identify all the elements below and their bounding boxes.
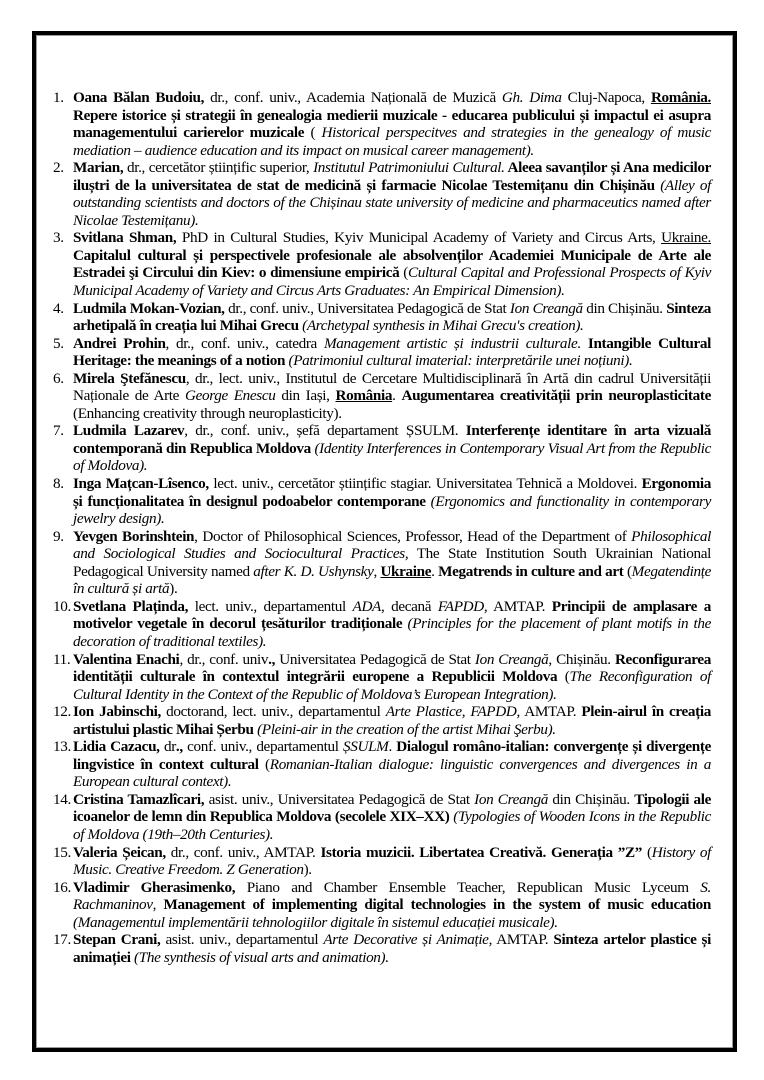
author-name: Svetlana Plaținda, <box>73 597 189 615</box>
list-item <box>53 651 711 704</box>
item-text <box>73 528 711 598</box>
text-run: (Principles for the placement of plant motifs in the decoration of traditional textiles). <box>73 615 711 650</box>
text-run: (Enhancing creativity through neuroplasticity). <box>73 404 342 422</box>
country-label: Ukraine <box>380 562 432 580</box>
text-run: ( <box>399 264 409 282</box>
item-text <box>73 335 711 370</box>
text-run: , dr., conf. univ <box>179 650 269 668</box>
list-item <box>53 791 711 844</box>
country-label: Ukraine. <box>661 229 712 247</box>
author-name: Ion Jabinschi, <box>73 703 161 721</box>
paper-title: Interferențe identitare în arta vizuală contemporană din Republica Moldova <box>73 422 711 457</box>
text-run: ( <box>623 562 632 580</box>
text-run: asist. univ., Universitatea Pedagogică de Stat <box>204 790 475 808</box>
list-item <box>53 229 711 299</box>
text-run: ( <box>642 843 652 861</box>
list-item <box>53 738 711 791</box>
item-text <box>73 159 711 229</box>
text-run: . <box>431 562 439 580</box>
author-name: Stepan Crani, <box>73 931 161 949</box>
text-run: (Managementul implementării tehnologiilor digitale în sistemul educației musicale). <box>73 913 558 931</box>
paper-title: ., <box>268 650 276 668</box>
text-run: , AMTAP. <box>516 703 582 721</box>
text-run: S. Rachmaninov <box>73 878 711 914</box>
text-run: ). <box>169 580 178 598</box>
paper-title: Istoria muzicii. Libertatea Creativă. Generația ”Z” <box>320 843 643 861</box>
text-run: Historical perspecitves and strategies in the genealogy of music mediation – audience education and its impact on musical career management). <box>73 124 712 159</box>
text-run: , dr., conf. univ., șefă departament ȘSULM. <box>184 422 466 440</box>
text-run: , AMTAP. <box>488 931 554 949</box>
item-number: 6. <box>53 369 64 387</box>
text-run: din Chișinău. <box>547 790 635 808</box>
text-run: din Chișinău. <box>582 299 667 317</box>
text-run: ( <box>304 124 322 142</box>
text-run: (Pleini-air in the creation of the artist Mihai Şerbu). <box>253 720 556 738</box>
text-run: ADA <box>352 597 381 615</box>
item-number: 15. <box>53 843 71 861</box>
text-run: Ion Creangă <box>474 650 549 668</box>
text-run: Institutul Patrimoniului Cultural. <box>313 159 505 177</box>
author-name: Valentina Enachi <box>73 650 180 668</box>
text-run: Ion Creangă <box>474 790 548 808</box>
list-item <box>53 598 711 651</box>
text-run: dr., conf. univ., AMTAP. <box>165 843 321 861</box>
author-name: Lidia Cazacu, <box>73 738 160 756</box>
item-number: 4. <box>53 299 64 317</box>
text-run: asist. univ., departamentul <box>160 931 324 949</box>
author-name: Andrei Prohin <box>73 334 166 352</box>
text-run: Ion Creangă <box>509 299 583 317</box>
item-text <box>73 422 711 474</box>
text-run: lect. univ., departamentul <box>188 597 353 615</box>
item-text <box>73 475 711 527</box>
item-text <box>73 89 711 159</box>
text-run: dr., conf. univ., Universitatea Pedagogică de Stat <box>224 299 510 317</box>
paper-title: Dialogul româno-italian: convergențe și divergențe lingvistice în context cultural <box>73 738 712 773</box>
participants-list <box>53 89 711 966</box>
item-number: 2. <box>53 159 64 177</box>
text-run: Arte Decorative și Animație <box>323 931 489 949</box>
text-run: after K. D. Ushynsky <box>253 562 374 580</box>
author-name: Marian, <box>73 159 124 177</box>
list-item <box>53 370 711 423</box>
text-run: . <box>388 738 397 756</box>
text-run: FAPDD <box>437 597 484 615</box>
list-item <box>53 300 711 335</box>
text-run: ( <box>557 668 570 686</box>
text-run: History of Music. Creative Freedom. Z Generation <box>73 843 711 879</box>
text-run: , <box>373 562 381 580</box>
author-name: Valeria Șeican, <box>73 843 166 861</box>
text-run: dr <box>159 738 176 756</box>
list-item <box>53 703 711 738</box>
item-number: 1. <box>53 89 64 106</box>
item-number: 11. <box>53 650 71 668</box>
author-name: Yevgen Borinshtein <box>73 527 195 545</box>
author-name: Ludmila Mokan-Vozian, <box>73 299 225 317</box>
text-run: , dr., conf. univ., catedra <box>165 334 324 352</box>
paper-title: Aleea savanților și Ana medicilor iluștri de la universitatea de stat de medicină și farmacie Nicolae Testemițanu din Chișinău <box>73 159 711 194</box>
text-run: (Identity Interferences in Contemporary Visual Art from the Republic of Moldova). <box>73 439 711 475</box>
item-text <box>73 703 711 738</box>
item-text <box>73 300 711 335</box>
list-item <box>53 422 711 475</box>
item-number: 10. <box>53 597 71 615</box>
text-run: . <box>392 387 402 405</box>
list-item <box>53 89 711 159</box>
paper-title: Tipologii ale icoanelor de lemn din Republica Moldova (secolele XIX–XX) <box>73 790 711 826</box>
text-run: Romanian-Italian dialogue: linguistic convergences and divergences in a European cultural context). <box>73 755 711 791</box>
text-run: , decană <box>381 597 438 615</box>
text-run: dr., cercetător științific superior, <box>123 159 314 177</box>
item-number: 7. <box>53 422 64 440</box>
item-number: 9. <box>53 527 64 545</box>
text-run: George Enescu <box>184 387 276 405</box>
paper-title: Intangible Cultural Heritage: the meanings of a notion <box>73 334 711 370</box>
text-run: (Alley of outstanding scientists and doctors of the Chișinau state university of medicine and pharmaceutics named after Nicolae Testemițanu). <box>73 176 711 229</box>
list-item <box>53 159 711 229</box>
text-run: Arte Plastice, FAPDD <box>385 703 517 721</box>
text-run: , dr., lect. univ., Institutul de Cercetare Multidisciplinară în Artă din cadrul Universității Naționale de Arte <box>73 369 711 405</box>
author-name: Vladimir Gherasimenko, <box>73 878 236 896</box>
item-text <box>73 879 711 931</box>
item-text <box>73 229 711 299</box>
paper-title: Principii de amplasare a motivelor vegetale în decorul țesăturilor tradiționale <box>73 597 711 633</box>
author-name: Ludmila Lazarev <box>73 422 185 440</box>
list-item <box>53 528 711 598</box>
text-run: Megatendințe în cultură și artă <box>73 562 711 598</box>
item-number: 13. <box>53 738 71 756</box>
text-run: conf. univ., departamentul <box>182 738 343 756</box>
country-label: România. <box>650 89 712 106</box>
text-run: Cultural Capital and Professional Prospects of Kyiv Municipal Academy of Variety and Circus Arts Graduates: An Empirical Dimension). <box>73 264 712 300</box>
item-text <box>73 791 711 843</box>
text-run: din Iași, <box>275 387 336 405</box>
list-item <box>53 931 711 966</box>
text-run: (Ergonomics and functionality in contemporary jewelry design). <box>73 492 712 528</box>
text-run: dr., conf. univ., Academia Națională de Muzică <box>204 89 502 106</box>
text-run: Cluj-Napoca, <box>561 89 651 106</box>
text-run: lect. univ., cercetător științific stagiar. Universitatea Tehnică a Moldovei. <box>208 475 642 493</box>
item-number: 14. <box>53 790 71 808</box>
paper-title: Capitalul cultural și perspectivele profesionale ale absolvenților Academiei Municipale de Arte ale Estradei şi Circului din Kiev: o dimensiune empirică <box>73 246 711 282</box>
text-run: Gh. Dima <box>501 89 562 106</box>
author-name: Mirela Ştefănescu <box>73 369 186 387</box>
paper-title: Sinteza arhetipală în creația lui Mihai Grecu <box>73 299 711 335</box>
text-run: , Doctor of Philosophical Sciences, Professor, Head of the Department of <box>194 527 632 545</box>
list-item <box>53 879 711 932</box>
item-text <box>73 738 711 790</box>
text-run: , <box>152 896 164 914</box>
country-label: România <box>335 387 393 405</box>
author-name: Svitlana Shman, <box>73 229 177 247</box>
text-run: PhD in Cultural Studies, Kyiv Municipal Academy of Variety and Circus Arts, <box>176 229 662 247</box>
text-run: Philosophical and Sociological Studies and Sociocultural Practices, <box>73 527 711 563</box>
item-text <box>73 651 711 703</box>
item-text <box>73 844 711 879</box>
item-number: 3. <box>53 229 64 247</box>
item-number: 8. <box>53 475 64 493</box>
paper-title: ., <box>175 738 183 756</box>
paper-title: Augumentarea creativității prin neuroplasticitate <box>401 387 711 405</box>
text-run: ( <box>258 755 270 773</box>
text-run: Management artistic și industrii culturale. <box>323 334 581 352</box>
item-number: 16. <box>53 878 71 896</box>
author-name: Inga Mațcan-Lîsenco, <box>73 475 209 493</box>
text-run: (Typologies of Wooden Icons in the Republic of Moldova (19th–20th Centuries). <box>73 808 711 843</box>
text-run: , AMTAP. <box>483 597 552 615</box>
text-run: doctorand, lect. univ., departamentul <box>161 703 386 721</box>
list-item <box>53 475 711 528</box>
list-item <box>53 844 711 879</box>
paper-title: Ergonomia și funcționalitatea în designul podoabelor contemporane <box>73 475 711 510</box>
paper-title: Sinteza artelor plastice și animației <box>73 931 711 966</box>
text-run: , Chișinău. <box>548 650 615 668</box>
text-run: (Archetypal synthesis in Mihai Grecu's creation). <box>298 317 584 335</box>
item-text <box>73 598 711 650</box>
item-text <box>73 931 711 966</box>
text-run: The Reconfiguration of Cultural Identity in the Context of the Republic of Moldova’s European Integration). <box>73 668 712 703</box>
paper-title: Management of implementing digital technologies in the system of music education <box>163 896 711 914</box>
text-run: The State Institution South Ukrainian National Pedagogical University named <box>73 545 711 580</box>
item-number: 12. <box>53 703 71 721</box>
text-run: (Patrimoniul cultural imaterial: interpretările unei noțiuni). <box>285 352 633 370</box>
author-name: Oana Bălan Budoiu, <box>73 89 205 106</box>
text-run: Universitatea Pedagogică de Stat <box>275 650 475 668</box>
paper-title: Repere istorice și strategii în genealogia medierii muzicale - educarea publicului și impactul ei asupra managementului carierelor muzicale <box>73 106 711 142</box>
author-name: Cristina Tamazlîcari, <box>73 790 205 808</box>
text-run: Piano and Chamber Ensemble Teacher, Republican Music Lyceum <box>235 878 701 896</box>
text-run: ). <box>303 861 312 879</box>
text-run: (The synthesis of visual arts and animation). <box>130 948 389 966</box>
paper-title: Reconfigurarea identității culturale în contextul integrării europene a Republicii Moldova <box>73 650 711 686</box>
item-number: 5. <box>53 334 64 352</box>
item-text <box>73 370 711 422</box>
text-run: ȘSULM <box>342 738 389 756</box>
paper-title: Plein-airul în creația artistului plastic Mihai Șerbu <box>73 703 711 738</box>
paper-title: Megatrends in culture and art <box>438 562 624 580</box>
list-item <box>53 335 711 370</box>
item-number: 17. <box>53 931 71 949</box>
